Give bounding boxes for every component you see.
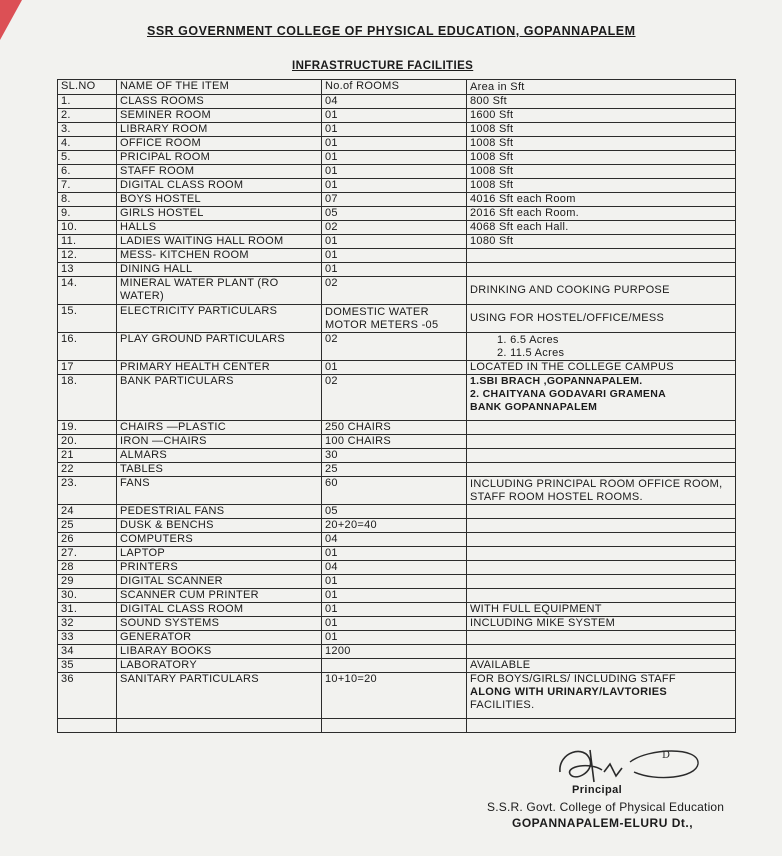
table-row [58,561,736,575]
rooms-cell: 02 [322,375,467,421]
rooms-cell: 01 [322,589,467,603]
sl-cell: 12. [58,249,117,263]
item-name-cell: PRIMARY HEALTH CENTER [117,361,322,375]
infrastructure-table [57,79,736,733]
table-row [58,179,736,193]
table-row [58,277,736,305]
rooms-cell: 01 [322,575,467,589]
sl-cell: 5. [58,151,117,165]
area-line: 2. CHAITYANA GODAVARI GRAMENA [470,388,666,400]
area-cell [467,673,736,719]
item-name-cell: LIBARAY BOOKS [117,645,322,659]
sl-cell: 7. [58,179,117,193]
sl-cell: 18. [58,375,117,421]
sl-cell: 13 [58,263,117,277]
sl-cell: 11. [58,235,117,249]
area-cell: 800 Sft [467,95,736,109]
sl-cell: 2. [58,109,117,123]
area-cell [467,575,736,589]
area-cell [467,463,736,477]
item-name-cell: PRICIPAL ROOM [117,151,322,165]
rooms-cell: 10+10=20 [322,673,467,719]
table-row [58,123,736,137]
empty-cell [322,719,467,733]
rooms-cell: DOMESTIC WATER MOTOR METERS -05 [322,305,467,333]
header-cell: NAME OF THE ITEM [117,80,322,95]
table-row [58,435,736,449]
area-cell: 1008 Sft [467,179,736,193]
area-line: 2. 11.5 Acres [497,347,565,359]
table-row [58,109,736,123]
sl-cell: 6. [58,165,117,179]
area-cell [467,421,736,435]
item-name-cell: CLASS ROOMS [117,95,322,109]
item-name-cell: PEDESTRIAL FANS [117,505,322,519]
empty-cell [467,719,736,733]
svg-text:D: D [662,750,671,761]
table-row [58,361,736,375]
table-row [58,589,736,603]
area-cell: 1008 Sft [467,137,736,151]
sl-cell: 23. [58,477,117,505]
sl-cell: 19. [58,421,117,435]
area-line: 1.SBI BRACH ,GOPANNAPALEM. [470,375,643,387]
sl-cell: 29 [58,575,117,589]
sl-cell: 35 [58,659,117,673]
item-name-cell: LAPTOP [117,547,322,561]
table-row [58,137,736,151]
area-cell [467,263,736,277]
table-row [58,533,736,547]
item-name-cell: ALMARS [117,449,322,463]
table-row [58,165,736,179]
table-row [58,659,736,673]
rooms-cell: 01 [322,631,467,645]
rooms-cell: 30 [322,449,467,463]
area-cell: USING FOR HOSTEL/OFFICE/MESS [467,305,736,333]
table-row [58,603,736,617]
rooms-cell: 01 [322,235,467,249]
sl-cell: 10. [58,221,117,235]
sl-cell: 21 [58,449,117,463]
rooms-cell: 01 [322,263,467,277]
item-name-cell: SOUND SYSTEMS [117,617,322,631]
sl-cell: 15. [58,305,117,333]
area-line: FOR BOYS/GIRLS/ INCLUDING STAFF [470,673,676,685]
item-name-cell: MINERAL WATER PLANT (RO WATER) [117,277,322,305]
table-row-empty [58,719,736,733]
area-cell: INCLUDING MIKE SYSTEM [467,617,736,631]
signatory-college: S.S.R. Govt. College of Physical Education [487,800,725,814]
area-cell [467,631,736,645]
sl-cell: 22 [58,463,117,477]
area-cell: INCLUDING PRINCIPAL ROOM OFFICE ROOM, STAFF ROOM HOSTEL ROOMS. [467,477,736,505]
handwritten-signature [530,742,710,790]
sl-cell: 34 [58,645,117,659]
rooms-cell: 01 [322,547,467,561]
document-subtitle: INFRASTRUCTURE FACILITIES [292,60,474,72]
sl-cell: 3. [58,123,117,137]
sl-cell: 26 [58,533,117,547]
table-row [58,575,736,589]
item-name-cell: GENERATOR [117,631,322,645]
area-cell: AVAILABLE [467,659,736,673]
sl-cell: 28 [58,561,117,575]
table-row [58,193,736,207]
area-cell [467,547,736,561]
item-name-cell: DUSK & BENCHS [117,519,322,533]
signatory-title: Principal [572,784,623,796]
item-name-cell: GIRLS HOSTEL [117,207,322,221]
area-cell: LOCATED IN THE COLLEGE CAMPUS [467,361,736,375]
sl-cell: 36 [58,673,117,719]
item-name-cell: SEMINER ROOM [117,109,322,123]
item-name-cell: DIGITAL SCANNER [117,575,322,589]
header-cell: No.of ROOMS [322,80,467,95]
area-cell: 1600 Sft [467,109,736,123]
item-name-cell: BOYS HOSTEL [117,193,322,207]
table-row [58,519,736,533]
rooms-cell: 01 [322,361,467,375]
area-line: FACILITIES. [470,699,535,711]
empty-cell [58,719,117,733]
area-cell: 1008 Sft [467,123,736,137]
sl-cell: 31. [58,603,117,617]
area-cell: WITH FULL EQUIPMENT [467,603,736,617]
item-name-cell: LADIES WAITING HALL ROOM [117,235,322,249]
rooms-cell: 02 [322,277,467,305]
sl-cell: 20. [58,435,117,449]
rooms-cell: 05 [322,505,467,519]
sl-cell: 1. [58,95,117,109]
rooms-cell: 04 [322,533,467,547]
sl-cell: 27. [58,547,117,561]
area-cell [467,375,736,421]
area-cell: DRINKING AND COOKING PURPOSE [467,277,736,305]
item-name-cell: TABLES [117,463,322,477]
table-row [58,207,736,221]
rooms-cell: 25 [322,463,467,477]
rooms-cell: 100 CHAIRS [322,435,467,449]
item-name-cell: PLAY GROUND PARTICULARS [117,333,322,361]
table-row [58,333,736,361]
area-cell [467,505,736,519]
area-cell [467,333,736,361]
area-line: 1. 6.5 Acres [497,334,559,346]
table-row [58,249,736,263]
rooms-cell: 04 [322,95,467,109]
sl-cell: 16. [58,333,117,361]
area-cell: 4016 Sft each Room [467,193,736,207]
table-row [58,505,736,519]
table-row [58,617,736,631]
sl-cell: 9. [58,207,117,221]
sl-cell: 17 [58,361,117,375]
rooms-cell: 01 [322,179,467,193]
rooms-cell: 05 [322,207,467,221]
sl-cell: 30. [58,589,117,603]
table-row [58,151,736,165]
rooms-cell: 01 [322,109,467,123]
sl-cell: 24 [58,505,117,519]
table-row [58,235,736,249]
area-cell [467,561,736,575]
sl-cell: 14. [58,277,117,305]
rooms-cell [322,659,467,673]
red-corner-mark [0,0,22,40]
area-cell [467,533,736,547]
item-name-cell: BANK PARTICULARS [117,375,322,421]
area-cell [467,589,736,603]
item-name-cell: HALLS [117,221,322,235]
rooms-cell: 04 [322,561,467,575]
signatory-place: GOPANNAPALEM-ELURU Dt., [512,816,694,830]
item-name-cell: DIGITAL CLASS ROOM [117,179,322,193]
item-name-cell: PRINTERS [117,561,322,575]
rooms-cell: 1200 [322,645,467,659]
header-cell: SL.NO [58,80,117,95]
rooms-cell: 02 [322,221,467,235]
principal-signature-block [482,742,752,852]
sl-cell: 32 [58,617,117,631]
table-row [58,263,736,277]
rooms-cell: 01 [322,137,467,151]
sl-cell: 8. [58,193,117,207]
item-name-cell: STAFF ROOM [117,165,322,179]
document-title: SSR GOVERNMENT COLLEGE OF PHYSICAL EDUCATION, GOPANNAPALEM [147,24,636,38]
area-cell [467,519,736,533]
table-row [58,305,736,333]
table-row [58,463,736,477]
rooms-cell: 01 [322,617,467,631]
table-row [58,477,736,505]
rooms-cell: 01 [322,151,467,165]
table-row [58,673,736,719]
table-row [58,631,736,645]
area-line: BANK GOPANNAPALEM [470,401,598,413]
item-name-cell: LIBRARY ROOM [117,123,322,137]
rooms-cell: 01 [322,249,467,263]
area-line: ALONG WITH URINARY/LAVTORIES [470,686,668,698]
sl-cell: 33 [58,631,117,645]
item-name-cell: CHAIRS —PLASTIC [117,421,322,435]
item-name-cell: ELECTRICITY PARTICULARS [117,305,322,333]
item-name-cell: FANS [117,477,322,505]
area-cell: 2016 Sft each Room. [467,207,736,221]
rooms-cell: 01 [322,603,467,617]
item-name-cell: DIGITAL CLASS ROOM [117,603,322,617]
rooms-cell: 01 [322,165,467,179]
item-name-cell: DINING HALL [117,263,322,277]
item-name-cell: SANITARY PARTICULARS [117,673,322,719]
item-name-cell: LABORATORY [117,659,322,673]
table-header-row [58,80,736,95]
rooms-cell: 20+20=40 [322,519,467,533]
sl-cell: 4. [58,137,117,151]
item-name-cell: COMPUTERS [117,533,322,547]
area-cell: 1008 Sft [467,165,736,179]
rooms-cell: 60 [322,477,467,505]
rooms-cell: 250 CHAIRS [322,421,467,435]
table-row [58,375,736,421]
table-row [58,449,736,463]
area-cell [467,435,736,449]
area-cell: 4068 Sft each Hall. [467,221,736,235]
rooms-cell: 01 [322,123,467,137]
item-name-cell: IRON —CHAIRS [117,435,322,449]
area-cell [467,645,736,659]
area-cell: 1080 Sft [467,235,736,249]
table-row [58,421,736,435]
area-cell [467,449,736,463]
table-row [58,645,736,659]
empty-cell [117,719,322,733]
table-row [58,221,736,235]
table-row [58,547,736,561]
table-row [58,95,736,109]
area-cell [467,249,736,263]
sl-cell: 25 [58,519,117,533]
item-name-cell: MESS- KITCHEN ROOM [117,249,322,263]
item-name-cell: OFFICE ROOM [117,137,322,151]
rooms-cell: 02 [322,333,467,361]
rooms-cell: 07 [322,193,467,207]
header-cell: Area in Sft [467,80,736,95]
area-cell: 1008 Sft [467,151,736,165]
item-name-cell: SCANNER CUM PRINTER [117,589,322,603]
